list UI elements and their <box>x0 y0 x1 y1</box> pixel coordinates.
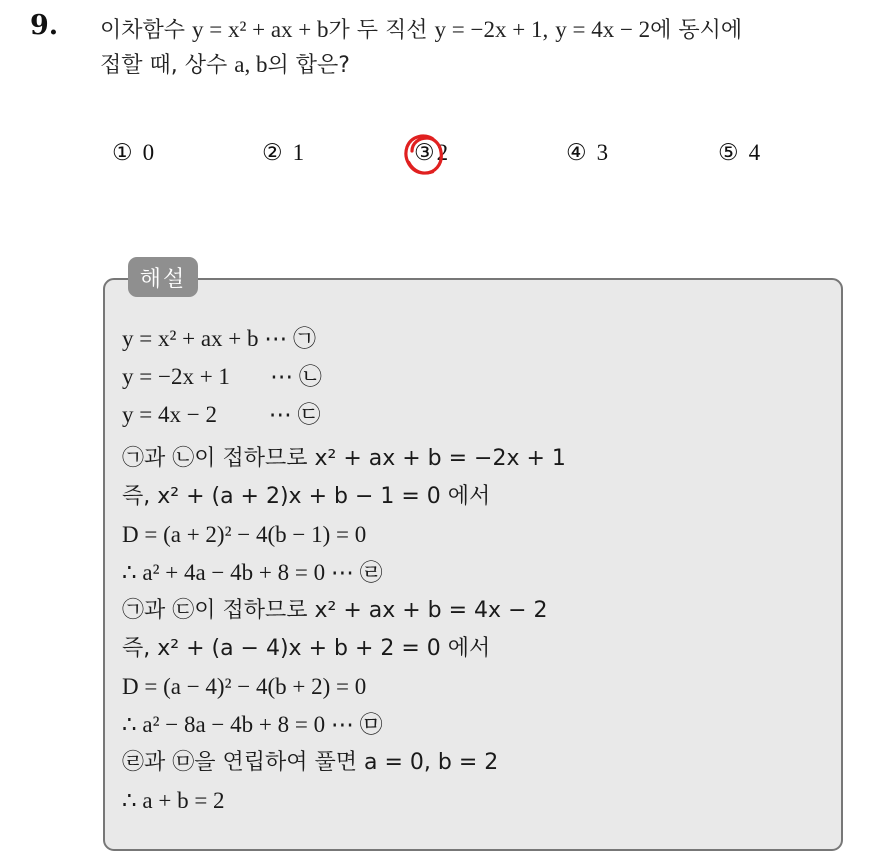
choice-3-number: ③ <box>414 140 435 165</box>
choice-1-value: 0 <box>142 140 155 165</box>
choice-1[interactable] <box>112 140 154 166</box>
line-equation-2: y = 4x − 2 <box>555 17 651 42</box>
solution-title: 해설 <box>128 257 198 297</box>
solution-line-4: ㉠과 ㉡이 접하므로 x² + ax + b = −2x + 1 <box>122 446 566 471</box>
question-number: 9. <box>30 10 59 41</box>
solution-line-5: 즉, x² + (a + 2)x + b − 1 = 0 에서 <box>122 484 491 509</box>
question-suffix: 에 동시에 <box>650 18 743 43</box>
solution-line-11: ∴ a² − 8a − 4b + 8 = 0 ⋯ ㉤ <box>122 712 383 737</box>
choice-4-number: ④ <box>566 140 587 165</box>
choice-2-value: 1 <box>292 140 305 165</box>
choice-3-value: 2 <box>436 140 449 165</box>
choice-5-number: ⑤ <box>718 140 739 165</box>
question-prefix: 이차함수 <box>100 18 186 43</box>
solution-line-3: y = 4x − 2 ⋯ ㉢ <box>122 402 321 427</box>
solution-line-9: 즉, x² + (a − 4)x + b + 2 = 0 에서 <box>122 636 491 661</box>
choice-4-value: 3 <box>596 140 609 165</box>
solution-content <box>122 320 822 820</box>
solution-line-12: ㉣과 ㉤을 연립하여 풀면 a = 0, b = 2 <box>122 750 499 775</box>
solution-line-6: D = (a + 2)² − 4(b − 1) = 0 <box>122 522 367 547</box>
answer-circle-mark <box>403 132 445 178</box>
solution-line-2: y = −2x + 1 ⋯ ㉡ <box>122 364 322 389</box>
solution-line-7: ∴ a² + 4a − 4b + 8 = 0 ⋯ ㉣ <box>122 560 383 585</box>
line-equation-1: y = −2x + 1, <box>434 17 549 42</box>
question-text <box>100 13 870 83</box>
choice-5[interactable] <box>718 140 760 166</box>
question-mid: 가 두 직선 <box>328 18 428 43</box>
choice-1-number: ① <box>112 140 133 165</box>
question-line-2 <box>100 48 870 83</box>
choice-2-number: ② <box>262 140 283 165</box>
quadratic-equation: y = x² + ax + b <box>192 17 329 42</box>
question-line2-suffix: 의 합은? <box>267 53 350 78</box>
question-line-1 <box>100 13 870 48</box>
solution-line-1: y = x² + ax + b ⋯ ㉠ <box>122 326 317 351</box>
choice-2[interactable] <box>262 140 304 166</box>
choice-5-value: 4 <box>748 140 761 165</box>
choice-4[interactable] <box>566 140 608 166</box>
question-line2-prefix: 접할 때, 상수 <box>100 53 228 78</box>
solution-line-10: D = (a − 4)² − 4(b + 2) = 0 <box>122 674 367 699</box>
constants: a, b <box>234 52 268 77</box>
solution-line-13: ∴ a + b = 2 <box>122 788 225 813</box>
solution-line-8: ㉠과 ㉢이 접하므로 x² + ax + b = 4x − 2 <box>122 598 548 623</box>
